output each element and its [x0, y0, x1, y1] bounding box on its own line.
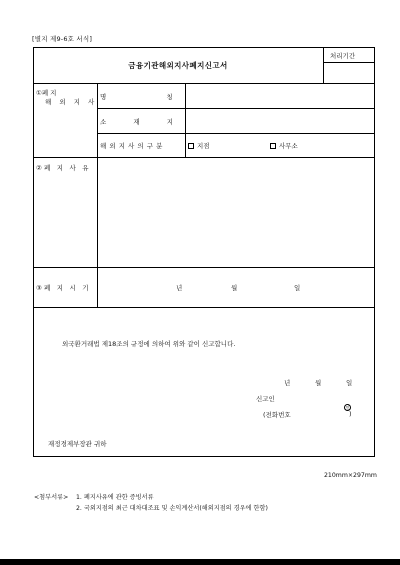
option-branch[interactable] [188, 141, 210, 150]
divider [97, 133, 375, 134]
attachment-item-1: 1. 폐지사유에 관한 증빙서류 [76, 494, 154, 501]
checkbox-icon[interactable] [270, 143, 276, 149]
declaration-year: 년 [284, 379, 291, 387]
declaration-day: 일 [346, 379, 353, 387]
phone-close: ) [349, 410, 352, 418]
divider [323, 47, 324, 83]
divider [33, 307, 375, 308]
branch-type-label: 해 외 지 사 의 구 분 [100, 142, 163, 150]
section3-month: 월 [231, 284, 238, 292]
option-office[interactable] [270, 141, 298, 150]
declaration-text: 외국환거래법 제18조의 규정에 의하여 위와 같이 신고합니다. [62, 340, 236, 348]
addressee: 재정경제부장관 귀하 [48, 440, 107, 448]
declaration-month: 월 [315, 379, 322, 387]
checkbox-icon[interactable] [188, 143, 194, 149]
divider [185, 83, 186, 157]
form-code: [별지 제9-6호 서식] [32, 35, 93, 43]
phone-open: (전화번호 [263, 411, 291, 419]
divider [33, 83, 375, 84]
section3-year: 년 [176, 284, 183, 292]
section3-label: ③폐 지 시 기 [36, 284, 91, 292]
seal-icon: 인 [345, 405, 350, 410]
option-branch-label: 지점 [197, 142, 210, 150]
section1-label: ①폐 지 [36, 89, 57, 97]
section1-number-label [36, 88, 94, 97]
section2-label: ②폐 지 사 유 [36, 164, 91, 172]
divider [323, 62, 375, 63]
attachments-label: <첨부서류> [34, 494, 69, 501]
processing-period-label: 처리기간 [330, 52, 356, 60]
paper-size: 210mm×297mm [324, 472, 377, 479]
divider [33, 157, 375, 158]
name-label: 명 칭 [100, 93, 173, 101]
divider [33, 267, 375, 268]
reporter-label: 신고인 [256, 395, 275, 403]
divider [97, 83, 98, 157]
divider [97, 157, 98, 267]
option-office-label: 사무소 [279, 142, 298, 150]
divider [97, 267, 98, 307]
section1-sublabel: 해 외 지 사 [45, 98, 98, 106]
section3-day: 일 [294, 284, 301, 292]
divider [97, 108, 375, 109]
form-title: 금융기관해외지사폐지신고서 [128, 60, 228, 70]
bottom-edge [0, 559, 400, 565]
attachment-item-2: 2. 국외지점의 최근 대차대조표 및 손익계산서(해외지점의 경우에 한함) [76, 505, 268, 512]
address-label: 소 재 지 [100, 118, 173, 126]
